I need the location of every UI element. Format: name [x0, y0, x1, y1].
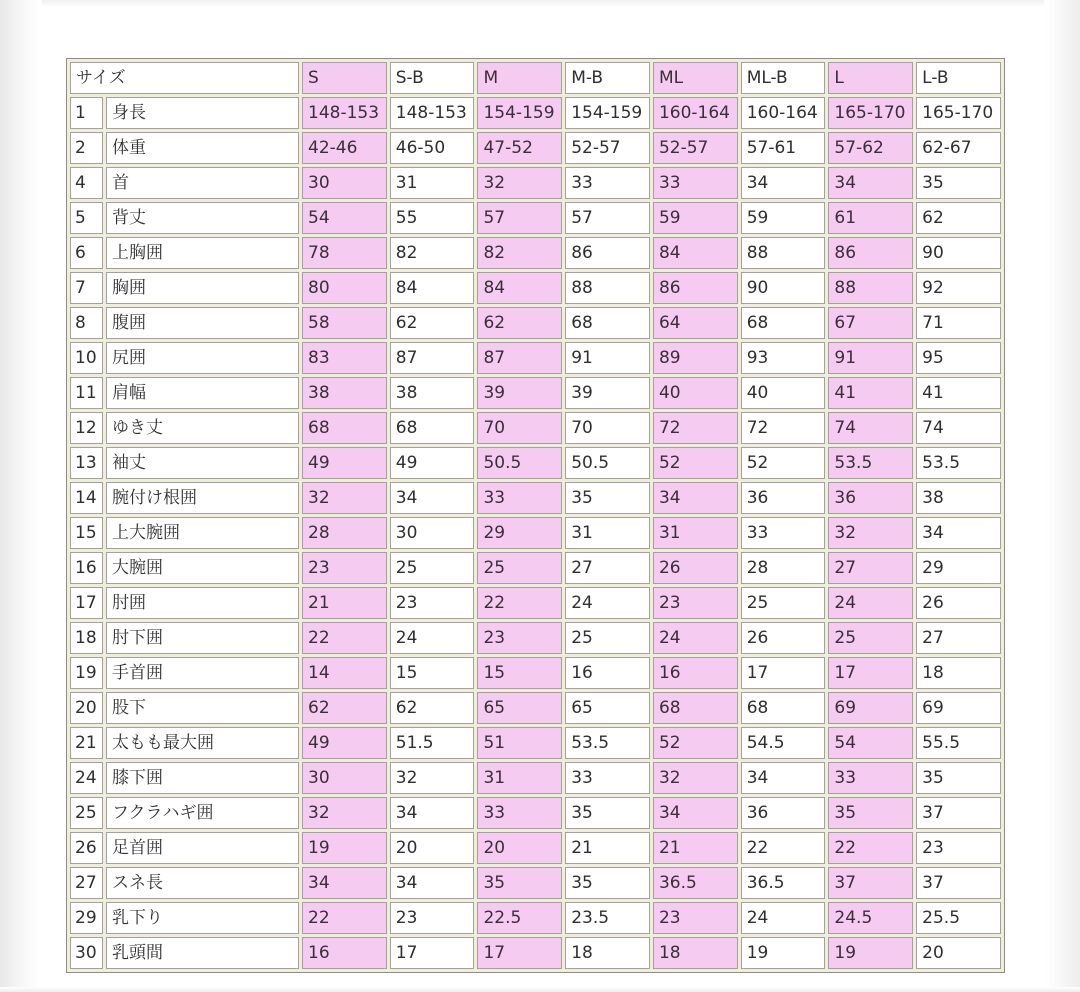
size-value-cell: 58	[302, 307, 387, 339]
row-label-cell: 体重	[106, 132, 299, 164]
size-value-cell: 95	[916, 342, 1001, 374]
size-value-cell: 47-52	[477, 132, 562, 164]
size-value-cell: 20	[916, 937, 1001, 969]
size-value-cell: 38	[390, 377, 475, 409]
size-value-cell: 64	[653, 307, 738, 339]
size-value-cell: 16	[302, 937, 387, 969]
size-value-cell: 50.5	[565, 447, 650, 479]
size-value-cell: 68	[741, 692, 826, 724]
size-value-cell: 62	[390, 692, 475, 724]
size-value-cell: 52	[741, 447, 826, 479]
size-value-cell: 25	[390, 552, 475, 584]
row-label-cell: 乳下り	[106, 902, 299, 934]
size-value-cell: 57	[565, 202, 650, 234]
row-number-cell: 8	[70, 307, 103, 339]
row-number-cell: 4	[70, 167, 103, 199]
size-value-cell: 78	[302, 237, 387, 269]
table-row	[70, 447, 1001, 479]
size-value-cell: 86	[565, 237, 650, 269]
size-value-cell: 70	[477, 412, 562, 444]
table-row	[70, 342, 1001, 374]
size-value-cell: 40	[653, 377, 738, 409]
size-value-cell: 27	[565, 552, 650, 584]
row-number-cell: 26	[70, 832, 103, 864]
size-value-cell: 17	[828, 657, 913, 689]
table-row	[70, 797, 1001, 829]
size-value-cell: 91	[828, 342, 913, 374]
row-number-cell: 5	[70, 202, 103, 234]
row-number-cell: 11	[70, 377, 103, 409]
size-value-cell: 39	[565, 377, 650, 409]
size-value-cell: 34	[828, 167, 913, 199]
row-label-cell: 首	[106, 167, 299, 199]
size-value-cell: 38	[916, 482, 1001, 514]
row-label-cell: スネ長	[106, 867, 299, 899]
row-label-cell: フクラハギ囲	[106, 797, 299, 829]
table-row	[70, 517, 1001, 549]
size-value-cell: 33	[565, 762, 650, 794]
size-value-cell: 34	[390, 867, 475, 899]
size-value-cell: 21	[565, 832, 650, 864]
size-value-cell: 26	[741, 622, 826, 654]
size-value-cell: 53.5	[916, 447, 1001, 479]
size-value-cell: 69	[828, 692, 913, 724]
size-value-cell: 25	[828, 622, 913, 654]
row-label-cell: 身長	[106, 97, 299, 129]
size-value-cell: 33	[653, 167, 738, 199]
size-value-cell: 33	[477, 482, 562, 514]
table-row	[70, 692, 1001, 724]
size-value-cell: 31	[653, 517, 738, 549]
size-value-cell: 37	[828, 867, 913, 899]
size-value-cell: 88	[741, 237, 826, 269]
size-value-cell: 29	[916, 552, 1001, 584]
size-value-cell: 55.5	[916, 727, 1001, 759]
size-value-cell: 51.5	[390, 727, 475, 759]
size-value-cell: 17	[741, 657, 826, 689]
row-number-cell: 18	[70, 622, 103, 654]
row-label-cell: 股下	[106, 692, 299, 724]
size-value-cell: 41	[916, 377, 1001, 409]
size-value-cell: 25.5	[916, 902, 1001, 934]
size-value-cell: 93	[741, 342, 826, 374]
size-value-cell: 55	[390, 202, 475, 234]
size-value-cell: 36	[828, 482, 913, 514]
table-row	[70, 587, 1001, 619]
size-value-cell: 86	[653, 272, 738, 304]
row-label-cell: 膝下囲	[106, 762, 299, 794]
size-value-cell: 74	[828, 412, 913, 444]
size-value-cell: 53.5	[565, 727, 650, 759]
size-value-cell: 35	[477, 867, 562, 899]
size-chart-header	[70, 62, 1001, 94]
size-value-cell: 32	[302, 482, 387, 514]
size-value-cell: 68	[565, 307, 650, 339]
size-value-cell: 30	[390, 517, 475, 549]
table-row	[70, 202, 1001, 234]
row-number-cell: 20	[70, 692, 103, 724]
size-value-cell: 88	[828, 272, 913, 304]
row-label-cell: 大腕囲	[106, 552, 299, 584]
size-value-cell: 50.5	[477, 447, 562, 479]
size-value-cell: 24	[390, 622, 475, 654]
size-value-cell: 20	[477, 832, 562, 864]
row-number-cell: 27	[70, 867, 103, 899]
size-value-cell: 35	[565, 867, 650, 899]
size-value-cell: 38	[302, 377, 387, 409]
page-right-margin	[1044, 0, 1080, 992]
size-value-cell: 41	[828, 377, 913, 409]
table-row	[70, 272, 1001, 304]
row-number-cell: 13	[70, 447, 103, 479]
table-row	[70, 902, 1001, 934]
row-number-cell: 21	[70, 727, 103, 759]
page-left-margin	[0, 0, 42, 992]
size-value-cell: 82	[390, 237, 475, 269]
size-value-cell: 61	[828, 202, 913, 234]
size-value-cell: 54.5	[741, 727, 826, 759]
size-value-cell: 89	[653, 342, 738, 374]
size-value-cell: 35	[565, 482, 650, 514]
size-value-cell: 34	[653, 482, 738, 514]
size-value-cell: 26	[653, 552, 738, 584]
size-value-cell: 33	[565, 167, 650, 199]
size-value-cell: 84	[653, 237, 738, 269]
page-bottom-margin	[0, 987, 1080, 992]
size-value-cell: 80	[302, 272, 387, 304]
size-value-cell: 28	[302, 517, 387, 549]
size-value-cell: 35	[828, 797, 913, 829]
size-value-cell: 40	[741, 377, 826, 409]
size-value-cell: 148-153	[302, 97, 387, 129]
size-value-cell: 24	[741, 902, 826, 934]
size-value-cell: 33	[741, 517, 826, 549]
size-value-cell: 36.5	[741, 867, 826, 899]
table-row	[70, 412, 1001, 444]
size-value-cell: 72	[741, 412, 826, 444]
size-value-cell: 34	[390, 482, 475, 514]
size-value-cell: 84	[477, 272, 562, 304]
size-value-cell: 34	[302, 867, 387, 899]
size-value-cell: 23	[477, 622, 562, 654]
size-value-cell: 90	[741, 272, 826, 304]
size-value-cell: 23	[653, 587, 738, 619]
size-value-cell: 52	[653, 447, 738, 479]
size-value-cell: 90	[916, 237, 1001, 269]
row-number-cell: 7	[70, 272, 103, 304]
row-label-cell: 上大腕囲	[106, 517, 299, 549]
size-value-cell: 52	[653, 727, 738, 759]
table-row	[70, 622, 1001, 654]
size-value-cell: 35	[565, 797, 650, 829]
size-value-cell: 31	[390, 167, 475, 199]
size-value-cell: 37	[916, 867, 1001, 899]
size-value-cell: 36	[741, 482, 826, 514]
table-row	[70, 167, 1001, 199]
size-value-cell: 14	[302, 657, 387, 689]
row-label-cell: 肘囲	[106, 587, 299, 619]
size-value-cell: 24	[653, 622, 738, 654]
size-value-cell: 21	[302, 587, 387, 619]
row-number-cell: 12	[70, 412, 103, 444]
row-number-cell: 10	[70, 342, 103, 374]
size-value-cell: 59	[653, 202, 738, 234]
table-row	[70, 237, 1001, 269]
size-value-cell: 16	[565, 657, 650, 689]
size-value-cell: 62	[916, 202, 1001, 234]
size-value-cell: 160-164	[741, 97, 826, 129]
size-value-cell: 160-164	[653, 97, 738, 129]
size-value-cell: 165-170	[916, 97, 1001, 129]
size-value-cell: 88	[565, 272, 650, 304]
size-value-cell: 39	[477, 377, 562, 409]
row-number-cell: 30	[70, 937, 103, 969]
size-value-cell: 54	[302, 202, 387, 234]
table-row	[70, 377, 1001, 409]
size-value-cell: 23.5	[565, 902, 650, 934]
size-value-cell: 36	[741, 797, 826, 829]
size-value-cell: 19	[828, 937, 913, 969]
row-label-cell: 腕付け根囲	[106, 482, 299, 514]
size-value-cell: 91	[565, 342, 650, 374]
row-number-cell: 15	[70, 517, 103, 549]
size-value-cell: 82	[477, 237, 562, 269]
table-row	[70, 132, 1001, 164]
size-value-cell: 25	[565, 622, 650, 654]
header-size-ml: ML	[653, 62, 738, 94]
size-value-cell: 34	[653, 797, 738, 829]
size-value-cell: 49	[302, 447, 387, 479]
size-value-cell: 33	[828, 762, 913, 794]
size-value-cell: 49	[302, 727, 387, 759]
size-value-cell: 72	[653, 412, 738, 444]
size-value-cell: 23	[390, 902, 475, 934]
size-value-cell: 18	[916, 657, 1001, 689]
size-value-cell: 68	[653, 692, 738, 724]
size-value-cell: 65	[565, 692, 650, 724]
header-size-l: L	[828, 62, 913, 94]
size-corner-header: サイズ	[70, 62, 299, 94]
size-value-cell: 54	[828, 727, 913, 759]
size-value-cell: 57-61	[741, 132, 826, 164]
size-value-cell: 19	[741, 937, 826, 969]
size-value-cell: 42-46	[302, 132, 387, 164]
size-value-cell: 46-50	[390, 132, 475, 164]
size-value-cell: 37	[916, 797, 1001, 829]
size-value-cell: 84	[390, 272, 475, 304]
row-number-cell: 29	[70, 902, 103, 934]
size-value-cell: 22	[477, 587, 562, 619]
size-value-cell: 35	[916, 167, 1001, 199]
size-value-cell: 21	[653, 832, 738, 864]
row-number-cell: 14	[70, 482, 103, 514]
size-value-cell: 52-57	[565, 132, 650, 164]
row-label-cell: 肘下囲	[106, 622, 299, 654]
size-value-cell: 65	[477, 692, 562, 724]
size-value-cell: 62	[390, 307, 475, 339]
size-value-cell: 57	[477, 202, 562, 234]
header-size-m-b: M-B	[565, 62, 650, 94]
size-value-cell: 35	[916, 762, 1001, 794]
size-value-cell: 83	[302, 342, 387, 374]
size-value-cell: 33	[477, 797, 562, 829]
row-number-cell: 24	[70, 762, 103, 794]
size-value-cell: 34	[916, 517, 1001, 549]
row-label-cell: 足首囲	[106, 832, 299, 864]
row-label-cell: 背丈	[106, 202, 299, 234]
size-value-cell: 69	[916, 692, 1001, 724]
row-number-cell: 19	[70, 657, 103, 689]
size-value-cell: 23	[916, 832, 1001, 864]
size-value-cell: 57-62	[828, 132, 913, 164]
size-value-cell: 36.5	[653, 867, 738, 899]
size-value-cell: 68	[390, 412, 475, 444]
size-value-cell: 26	[916, 587, 1001, 619]
size-value-cell: 18	[565, 937, 650, 969]
size-value-cell: 71	[916, 307, 1001, 339]
row-label-cell: 袖丈	[106, 447, 299, 479]
size-value-cell: 32	[653, 762, 738, 794]
size-value-cell: 148-153	[390, 97, 475, 129]
size-value-cell: 87	[390, 342, 475, 374]
size-value-cell: 22	[302, 622, 387, 654]
size-value-cell: 32	[302, 797, 387, 829]
size-value-cell: 70	[565, 412, 650, 444]
size-value-cell: 31	[477, 762, 562, 794]
row-number-cell: 16	[70, 552, 103, 584]
row-label-cell: 肩幅	[106, 377, 299, 409]
size-value-cell: 29	[477, 517, 562, 549]
size-value-cell: 67	[828, 307, 913, 339]
row-number-cell: 2	[70, 132, 103, 164]
size-value-cell: 34	[741, 762, 826, 794]
size-value-cell: 68	[302, 412, 387, 444]
table-row	[70, 307, 1001, 339]
size-value-cell: 87	[477, 342, 562, 374]
size-value-cell: 15	[477, 657, 562, 689]
size-value-cell: 30	[302, 762, 387, 794]
size-value-cell: 59	[741, 202, 826, 234]
size-value-cell: 92	[916, 272, 1001, 304]
size-value-cell: 165-170	[828, 97, 913, 129]
size-chart-body	[70, 97, 1001, 969]
size-value-cell: 17	[477, 937, 562, 969]
table-row	[70, 657, 1001, 689]
size-value-cell: 34	[741, 167, 826, 199]
size-value-cell: 20	[390, 832, 475, 864]
row-label-cell: 胸囲	[106, 272, 299, 304]
row-label-cell: 上胸囲	[106, 237, 299, 269]
size-value-cell: 25	[477, 552, 562, 584]
size-value-cell: 24	[828, 587, 913, 619]
size-value-cell: 62	[302, 692, 387, 724]
size-value-cell: 24.5	[828, 902, 913, 934]
size-value-cell: 53.5	[828, 447, 913, 479]
header-size-ml-b: ML-B	[741, 62, 826, 94]
row-label-cell: ゆき丈	[106, 412, 299, 444]
size-value-cell: 22	[302, 902, 387, 934]
row-label-cell: 腹囲	[106, 307, 299, 339]
size-value-cell: 24	[565, 587, 650, 619]
table-row	[70, 482, 1001, 514]
size-value-cell: 154-159	[477, 97, 562, 129]
row-number-cell: 6	[70, 237, 103, 269]
size-value-cell: 16	[653, 657, 738, 689]
header-size-l-b: L-B	[916, 62, 1001, 94]
row-number-cell: 17	[70, 587, 103, 619]
table-row	[70, 832, 1001, 864]
size-value-cell: 19	[302, 832, 387, 864]
size-value-cell: 17	[390, 937, 475, 969]
size-value-cell: 32	[477, 167, 562, 199]
size-value-cell: 52-57	[653, 132, 738, 164]
size-value-cell: 22.5	[477, 902, 562, 934]
size-value-cell: 23	[653, 902, 738, 934]
size-value-cell: 32	[390, 762, 475, 794]
size-value-cell: 25	[741, 587, 826, 619]
header-size-m: M	[477, 62, 562, 94]
row-label-cell: 太もも最大囲	[106, 727, 299, 759]
row-number-cell: 1	[70, 97, 103, 129]
table-row	[70, 762, 1001, 794]
size-value-cell: 51	[477, 727, 562, 759]
size-value-cell: 62-67	[916, 132, 1001, 164]
size-value-cell: 27	[828, 552, 913, 584]
size-value-cell: 22	[828, 832, 913, 864]
size-value-cell: 34	[390, 797, 475, 829]
size-chart-table	[66, 58, 1005, 973]
table-row	[70, 97, 1001, 129]
row-number-cell: 25	[70, 797, 103, 829]
size-value-cell: 49	[390, 447, 475, 479]
table-row	[70, 867, 1001, 899]
size-value-cell: 86	[828, 237, 913, 269]
size-value-cell: 23	[302, 552, 387, 584]
row-label-cell: 尻囲	[106, 342, 299, 374]
size-value-cell: 23	[390, 587, 475, 619]
table-row	[70, 552, 1001, 584]
header-size-s: S	[302, 62, 387, 94]
size-value-cell: 28	[741, 552, 826, 584]
size-value-cell: 154-159	[565, 97, 650, 129]
size-value-cell: 18	[653, 937, 738, 969]
size-value-cell: 62	[477, 307, 562, 339]
size-value-cell: 74	[916, 412, 1001, 444]
size-value-cell: 31	[565, 517, 650, 549]
header-row	[70, 62, 1001, 94]
size-value-cell: 32	[828, 517, 913, 549]
table-row	[70, 727, 1001, 759]
header-size-s-b: S-B	[390, 62, 475, 94]
size-value-cell: 22	[741, 832, 826, 864]
size-value-cell: 68	[741, 307, 826, 339]
size-value-cell: 30	[302, 167, 387, 199]
page-top-margin	[0, 0, 1080, 7]
size-value-cell: 27	[916, 622, 1001, 654]
row-label-cell: 乳頭間	[106, 937, 299, 969]
size-value-cell: 15	[390, 657, 475, 689]
row-label-cell: 手首囲	[106, 657, 299, 689]
table-row	[70, 937, 1001, 969]
